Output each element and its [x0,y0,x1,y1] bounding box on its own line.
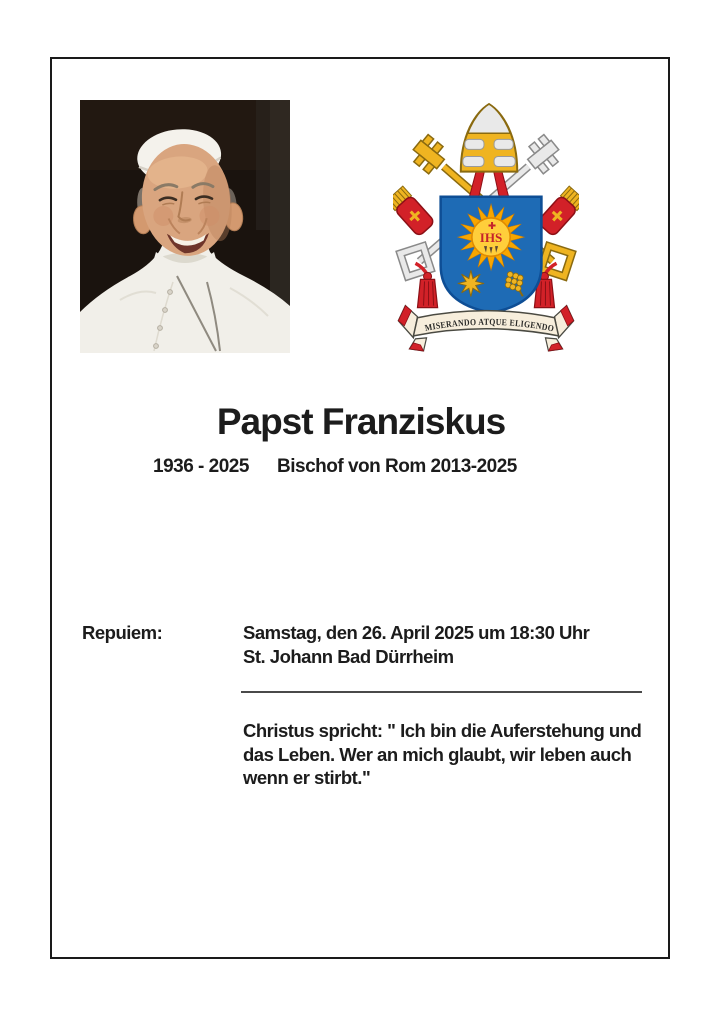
pope-francis-photo-image [80,100,290,353]
life-dates: 1936 - 2025 [153,456,249,477]
mitre-band [463,156,484,166]
event-details [243,621,589,668]
ihs-monogram: IHS [479,230,503,246]
cassock-button [163,308,168,313]
cassock-button [158,326,163,331]
event-location-line: St. Johann Bad Dürrheim [243,645,454,667]
mitre-band [494,139,513,149]
event-date-line: Samstag, den 26. April 2025 um 18:30 Uhr [243,622,590,643]
quote-line-1: Christus spricht: " Ich bin die Auferstehung und [243,720,642,741]
cassock-button [168,290,173,295]
mitre-band [465,139,484,149]
right-cord-ornament [537,186,579,237]
scripture-quote [243,719,663,790]
quote-line-3: wenn er stirbt." [243,767,371,788]
motto-text: MISERANDO ATQUE ELIGENDO [423,316,557,334]
mitre-band [494,156,515,166]
mitre-silver-tip [468,104,510,133]
papal-mitre-icon [461,104,517,172]
motto-banner [398,306,573,351]
left-cord-ornament [393,186,435,237]
pope-francis-photo [80,100,290,353]
cassock-button [154,344,159,349]
divider-line [241,691,642,693]
photo-bg-strip-right2 [256,100,270,230]
page-title: Papst Franziskus [216,401,506,442]
papal-coat-of-arms [393,96,579,356]
gold-star-icon [458,270,484,296]
ihs-sunburst-icon [458,204,525,271]
role-title-and-dates: Bischof von Rom 2013-2025 [277,456,517,477]
coat-of-arms-image [393,96,579,356]
quote-line-2: das Leben. Wer an mich glaubt, wir leben auch [243,743,632,765]
requiem-label: Repuiem: [82,622,163,643]
